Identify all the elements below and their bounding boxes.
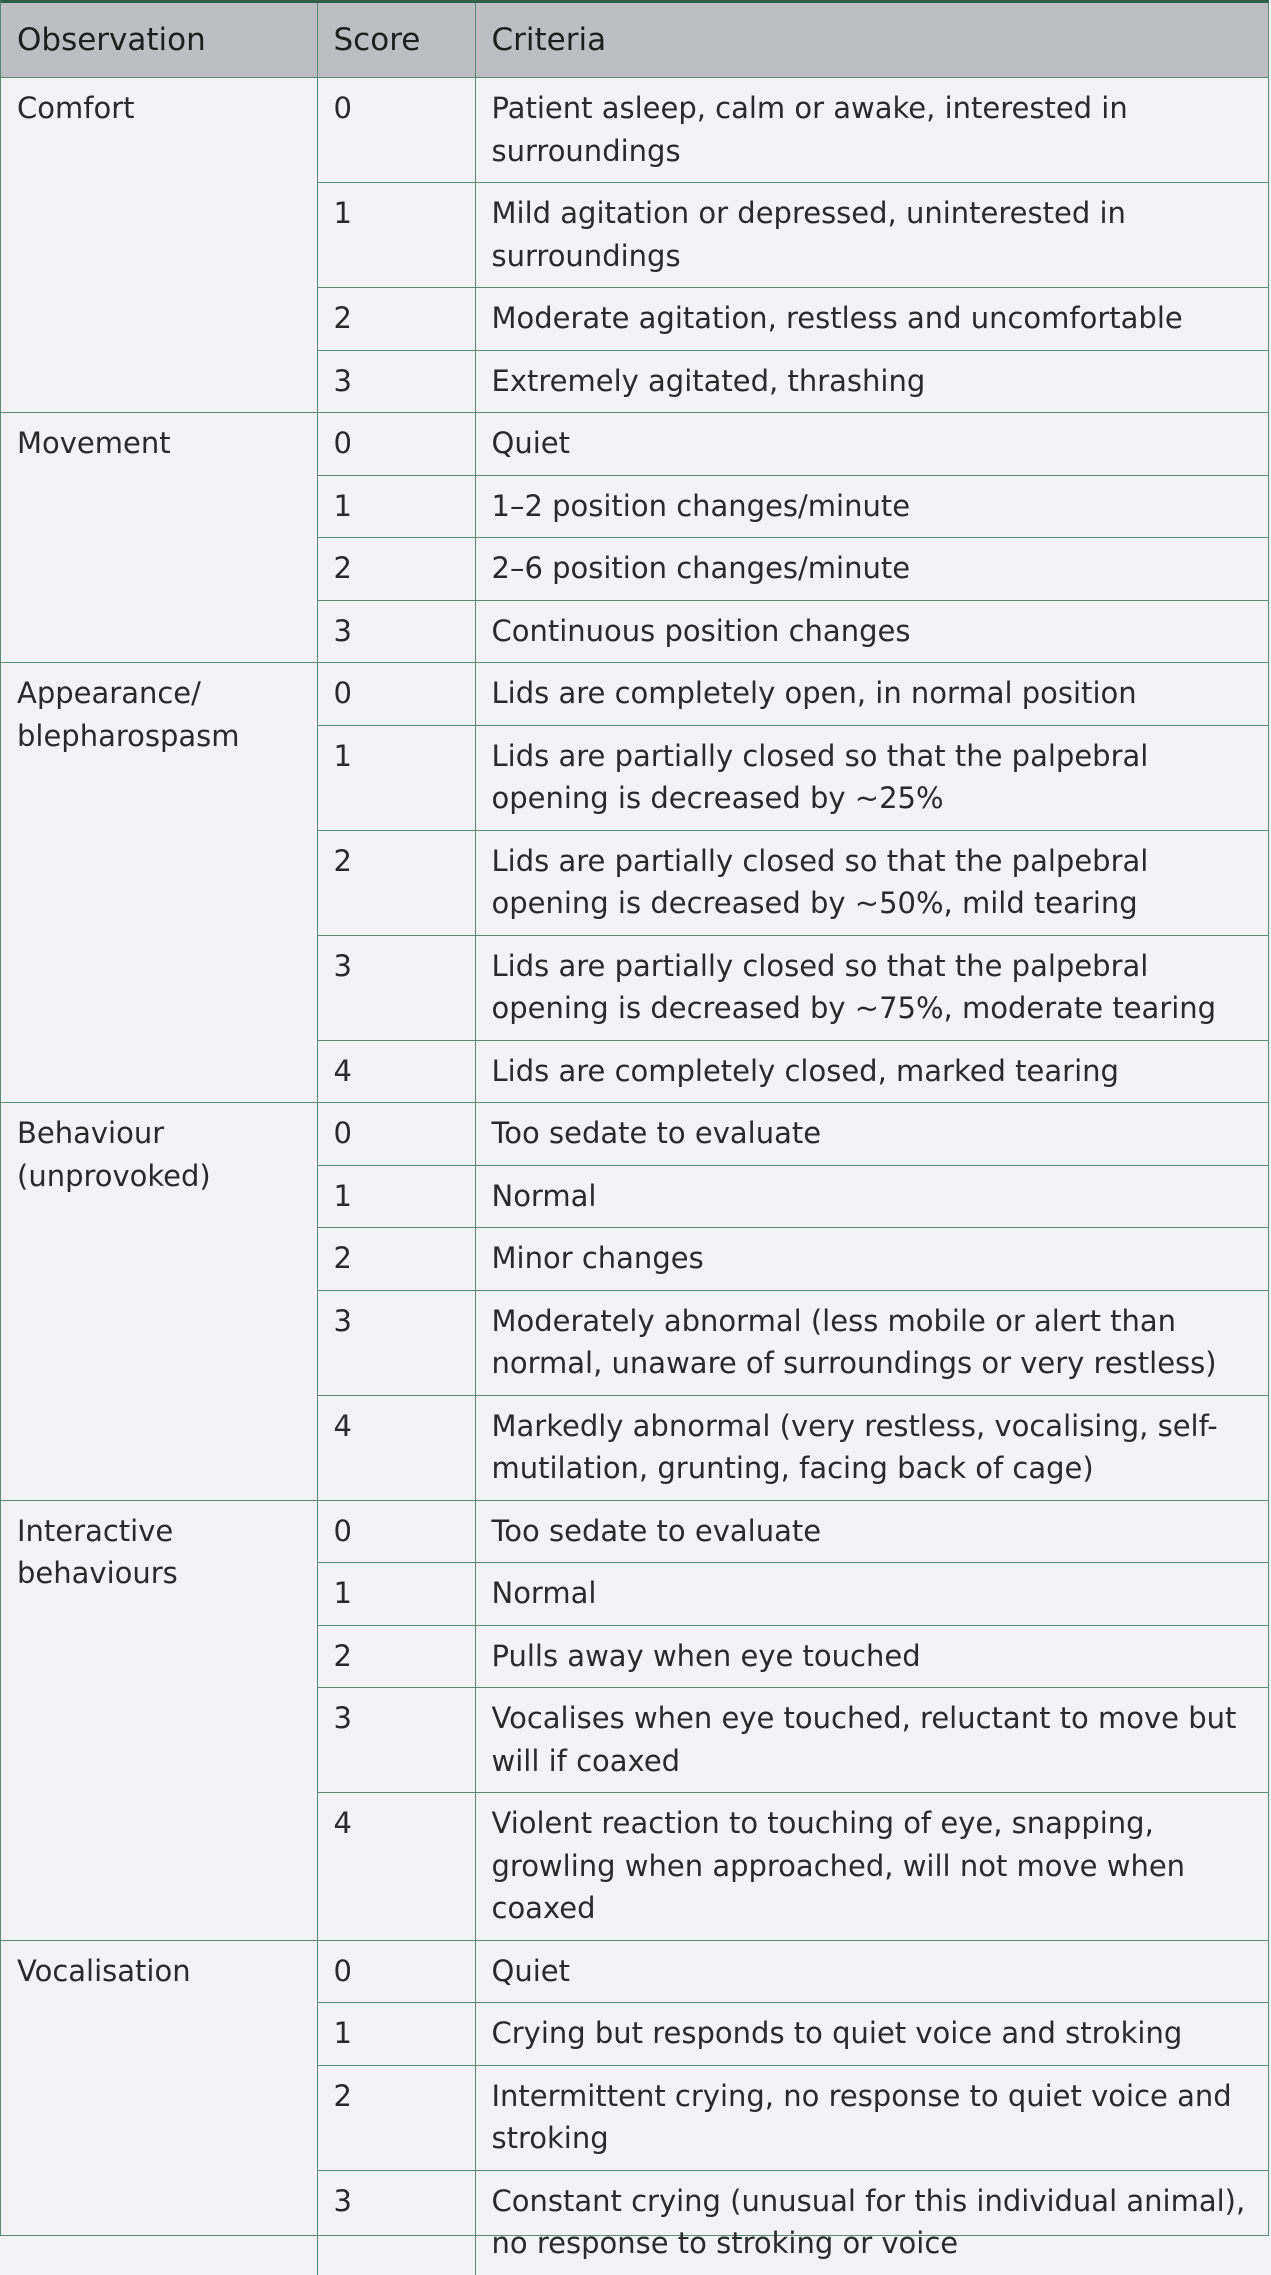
header-criteria: Criteria — [475, 3, 1268, 78]
score-cell: 3 — [317, 600, 475, 663]
table-row — [1, 78, 1268, 183]
score-cell: 3 — [317, 1290, 475, 1395]
header-observation: Observation — [1, 3, 317, 78]
score-cell: 1 — [317, 183, 475, 288]
score-cell: 4 — [317, 1040, 475, 1103]
criteria-cell: Quiet — [475, 413, 1268, 476]
criteria-cell: Intermittent crying, no response to quiet voice and stroking — [475, 2065, 1268, 2170]
observation-cell: Interactive behaviours — [1, 1500, 317, 1940]
criteria-cell: Normal — [475, 1563, 1268, 1626]
criteria-cell: Markedly abnormal (very restless, vocalising, self-mutilation, grunting, facing back of cage) — [475, 1395, 1268, 1500]
score-cell: 3 — [317, 935, 475, 1040]
score-cell: 0 — [317, 1103, 475, 1166]
observation-cell: Appearance/ blepharospasm — [1, 663, 317, 1103]
criteria-cell: Moderate agitation, restless and uncomfortable — [475, 288, 1268, 351]
score-cell: 0 — [317, 78, 475, 183]
observation-cell: Comfort — [1, 78, 317, 413]
score-cell: 2 — [317, 288, 475, 351]
score-cell: 2 — [317, 538, 475, 601]
score-cell: 3 — [317, 350, 475, 413]
criteria-cell: Too sedate to evaluate — [475, 1500, 1268, 1563]
criteria-cell: 2–6 position changes/minute — [475, 538, 1268, 601]
criteria-cell: 1–2 position changes/minute — [475, 475, 1268, 538]
score-cell: 2 — [317, 830, 475, 935]
observation-cell: Behaviour (unprovoked) — [1, 1103, 317, 1501]
score-cell: 0 — [317, 413, 475, 476]
score-cell: 1 — [317, 475, 475, 538]
table-row — [1, 1500, 1268, 1563]
criteria-cell: Lids are partially closed so that the palpebral opening is decreased by ~75%, moderate tearing — [475, 935, 1268, 1040]
table-row — [1, 663, 1268, 726]
criteria-cell: Pulls away when eye touched — [475, 1625, 1268, 1688]
observation-cell: Movement — [1, 413, 317, 663]
criteria-cell: Normal — [475, 1165, 1268, 1228]
score-cell: 4 — [317, 1793, 475, 1941]
score-cell: 4 — [317, 1395, 475, 1500]
criteria-cell: Patient asleep, calm or awake, interested in surroundings — [475, 78, 1268, 183]
criteria-cell: Lids are completely closed, marked tearing — [475, 1040, 1268, 1103]
table-row — [1, 1940, 1268, 2003]
pain-score-table — [1, 3, 1268, 2275]
criteria-cell: Too sedate to evaluate — [475, 1103, 1268, 1166]
criteria-cell: Crying but responds to quiet voice and stroking — [475, 2003, 1268, 2066]
score-cell: 0 — [317, 1500, 475, 1563]
score-cell: 1 — [317, 2003, 475, 2066]
score-cell: 2 — [317, 1228, 475, 1291]
criteria-cell: Minor changes — [475, 1228, 1268, 1291]
score-cell: 1 — [317, 725, 475, 830]
table-header — [1, 3, 1268, 78]
criteria-cell: Constant crying (unusual for this individual animal), no response to stroking or voice — [475, 2170, 1268, 2275]
criteria-cell: Lids are completely open, in normal position — [475, 663, 1268, 726]
score-cell: 1 — [317, 1563, 475, 1626]
criteria-cell: Lids are partially closed so that the palpebral opening is decreased by ~50%, mild tearing — [475, 830, 1268, 935]
table-row — [1, 413, 1268, 476]
criteria-cell: Vocalises when eye touched, reluctant to move but will if coaxed — [475, 1688, 1268, 1793]
score-cell: 2 — [317, 2065, 475, 2170]
criteria-cell: Extremely agitated, thrashing — [475, 350, 1268, 413]
header-score: Score — [317, 3, 475, 78]
criteria-cell: Moderately abnormal (less mobile or alert than normal, unaware of surroundings or very restless) — [475, 1290, 1268, 1395]
table-body — [1, 78, 1268, 2275]
score-cell: 0 — [317, 1940, 475, 2003]
criteria-cell: Lids are partially closed so that the palpebral opening is decreased by ~25% — [475, 725, 1268, 830]
criteria-cell: Mild agitation or depressed, uninterested in surroundings — [475, 183, 1268, 288]
score-cell: 2 — [317, 1625, 475, 1688]
observation-cell: Vocalisation — [1, 1940, 317, 2275]
score-cell: 3 — [317, 2170, 475, 2275]
score-cell: 3 — [317, 1688, 475, 1793]
table-row — [1, 1103, 1268, 1166]
criteria-cell: Violent reaction to touching of eye, snapping, growling when approached, will not move when coaxed — [475, 1793, 1268, 1941]
criteria-cell: Quiet — [475, 1940, 1268, 2003]
header-row — [1, 3, 1268, 78]
score-cell: 1 — [317, 1165, 475, 1228]
score-cell: 0 — [317, 663, 475, 726]
criteria-cell: Continuous position changes — [475, 600, 1268, 663]
